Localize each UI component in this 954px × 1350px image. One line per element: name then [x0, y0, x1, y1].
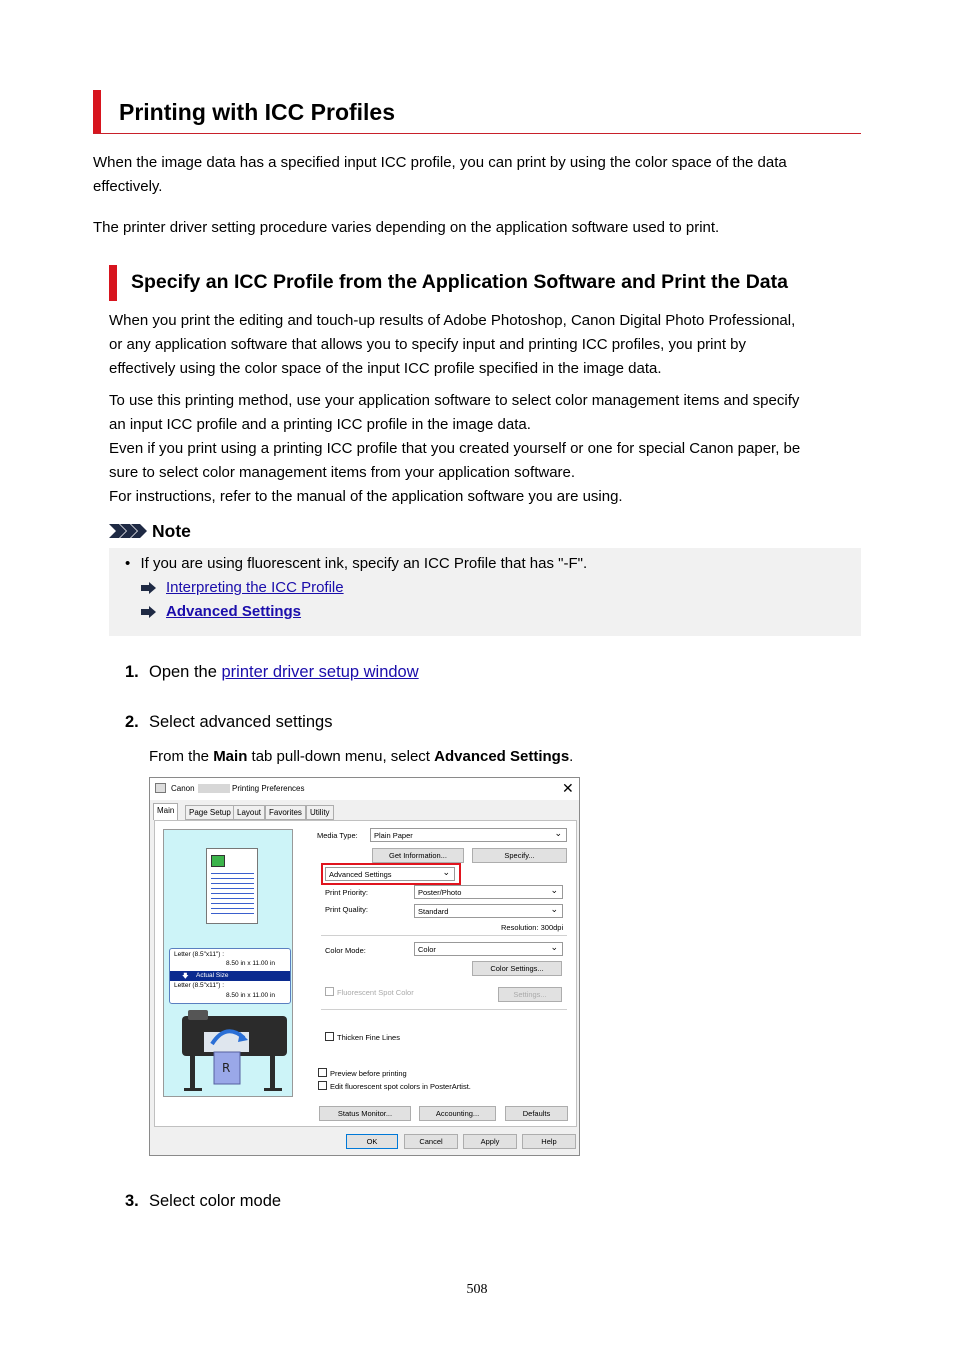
edit-fluorescent-label: Edit fluorescent spot colors in PosterArtist. — [330, 1082, 471, 1091]
divider — [321, 1009, 567, 1010]
intro-line: effectively. — [93, 178, 163, 195]
step-text: Select advanced settings — [149, 713, 333, 731]
print-quality-select[interactable]: Standard ⌄ — [414, 904, 563, 918]
step-label: Open the — [149, 663, 222, 681]
down-arrow-icon: 🡇 — [182, 973, 189, 980]
preview-before-printing-checkbox[interactable] — [318, 1068, 327, 1077]
text-line: an input ICC profile and a printing ICC profile in the image data. — [109, 416, 531, 433]
dialog-titlebar — [150, 778, 579, 800]
thicken-fine-lines-checkbox[interactable] — [325, 1032, 334, 1041]
preview-line — [211, 878, 254, 879]
print-priority-select[interactable]: Poster/Photo ⌄ — [414, 885, 563, 899]
arrow-right-icon — [141, 606, 157, 618]
preview-line — [211, 883, 254, 884]
specify-button[interactable]: Specify... — [472, 848, 567, 863]
step-2-description — [149, 745, 573, 769]
fluorescent-spot-color-checkbox[interactable] — [325, 987, 334, 996]
media-type-select[interactable]: Plain Paper ⌄ — [370, 828, 567, 842]
help-button[interactable]: Help — [522, 1134, 576, 1149]
section-paragraph-2 — [109, 389, 800, 509]
color-mode-select[interactable]: Color ⌄ — [414, 942, 563, 956]
note-box — [109, 548, 861, 636]
dialog-brand: Canon — [171, 784, 195, 793]
desc-text: . — [569, 748, 574, 765]
fluorescent-settings-button[interactable]: Settings... — [498, 987, 562, 1002]
text-line: Even if you print using a printing ICC profile that you created yourself or one for special Canon paper, be — [109, 440, 801, 457]
tab-page-setup[interactable]: Page Setup — [185, 805, 235, 820]
intro-paragraph-2: The printer driver setting procedure varies depending on the application software used to print. — [93, 219, 720, 236]
printing-preferences-dialog — [149, 777, 580, 1156]
desc-bold: Main — [213, 748, 248, 765]
tab-utility[interactable]: Utility — [306, 805, 334, 820]
status-monitor-button[interactable]: Status Monitor... — [319, 1106, 411, 1121]
get-information-button[interactable]: Get Information... — [372, 848, 464, 863]
large-format-printer-icon — [174, 1008, 292, 1096]
page-title: Printing with ICC Profiles — [119, 99, 396, 125]
heading-accent-bar — [109, 265, 117, 301]
highlight-box — [321, 863, 461, 885]
info-text: Letter (8.5"x11") : — [174, 951, 225, 958]
text-line: sure to select color management items from your application software. — [109, 464, 576, 481]
defaults-button[interactable]: Defaults — [505, 1106, 568, 1121]
ok-button[interactable]: OK — [346, 1134, 398, 1149]
preview-line — [211, 898, 254, 899]
page-number: 508 — [466, 1282, 488, 1297]
info-text: 8.50 in x 11.00 in — [226, 960, 276, 967]
page-heading — [93, 90, 861, 134]
close-icon[interactable]: ✕ — [562, 780, 574, 796]
settings-mode-select[interactable]: Advanced Settings ⌄ — [325, 867, 455, 881]
step-text — [149, 660, 419, 684]
advanced-settings-link[interactable]: Advanced Settings — [166, 603, 302, 620]
svg-text:R: R — [222, 1061, 231, 1075]
preview-line — [211, 913, 254, 914]
printer-icon — [155, 783, 166, 793]
preview-line — [211, 893, 254, 894]
tab-layout[interactable]: Layout — [233, 805, 265, 820]
paper-size-info — [169, 948, 291, 1004]
step-number: 2. — [125, 713, 139, 731]
text-line: or any application software that allows you to specify input and printing ICC profiles, you print by — [109, 336, 747, 353]
main-tab-panel — [154, 820, 577, 1127]
arrow-right-icon — [141, 582, 157, 594]
info-text: Actual Size — [196, 972, 229, 979]
color-mode-label: Color Mode: — [325, 946, 366, 955]
tab-favorites[interactable]: Favorites — [265, 805, 306, 820]
resolution-text: Resolution: 300dpi — [501, 923, 564, 932]
fluorescent-spot-color-label: Fluorescent Spot Color — [337, 988, 414, 997]
preview-line — [211, 888, 254, 889]
intro-line: When the image data has a specified input ICC profile, you can print by using the color space of the data — [93, 154, 787, 171]
note-item-text: If you are using fluorescent ink, specify an ICC Profile that has "-F". — [140, 555, 588, 572]
info-text: Letter (8.5"x11") : — [174, 982, 225, 989]
cancel-button[interactable]: Cancel — [404, 1134, 458, 1149]
preview-image-icon — [211, 855, 225, 867]
text-line: For instructions, refer to the manual of the application software you are using. — [109, 488, 623, 505]
accounting-button[interactable]: Accounting... — [419, 1106, 496, 1121]
apply-button[interactable]: Apply — [463, 1134, 517, 1149]
section-paragraph-1 — [109, 309, 795, 381]
redacted-model-name — [198, 784, 230, 793]
step-text: Select color mode — [149, 1192, 282, 1210]
step-number: 1. — [125, 663, 139, 681]
edit-fluorescent-checkbox[interactable] — [318, 1081, 327, 1090]
note-chevrons-icon — [109, 523, 149, 539]
printer-driver-setup-window-link[interactable]: printer driver setup window — [221, 663, 419, 681]
thicken-fine-lines-label: Thicken Fine Lines — [337, 1033, 400, 1042]
desc-text: From the — [149, 748, 214, 765]
print-quality-label: Print Quality: — [325, 905, 368, 914]
text-line: To use this printing method, use your application software to select color management items and specify — [109, 392, 800, 409]
preview-line — [211, 873, 254, 874]
print-priority-label: Print Priority: — [325, 888, 368, 897]
media-type-label: Media Type: — [317, 831, 358, 840]
interpreting-icc-profile-link[interactable]: Interpreting the ICC Profile — [166, 579, 344, 596]
text-line: When you print the editing and touch-up results of Adobe Photoshop, Canon Digital Photo Professional, — [109, 312, 796, 329]
preview-line — [211, 903, 254, 904]
info-text: 8.50 in x 11.00 in — [226, 992, 276, 999]
section-title: Specify an ICC Profile from the Application Software and Print the Data — [131, 271, 788, 293]
preview-before-printing-label: Preview before printing — [330, 1069, 407, 1078]
note-item — [125, 552, 587, 576]
desc-bold: Advanced Settings — [434, 748, 570, 765]
note-title: Note — [152, 521, 191, 541]
desc-text: tab pull-down menu, select — [247, 748, 435, 765]
section-heading — [109, 265, 861, 301]
paper-preview — [206, 848, 258, 924]
dialog-title: Printing Preferences — [232, 784, 305, 793]
bullet: • — [125, 555, 131, 572]
heading-accent-bar — [93, 90, 101, 133]
step-number: 3. — [125, 1192, 139, 1210]
color-settings-button[interactable]: Color Settings... — [472, 961, 562, 976]
print-preview — [163, 829, 293, 1097]
preview-line — [211, 908, 254, 909]
actual-size-row — [170, 971, 290, 981]
divider — [321, 935, 567, 936]
text-line: effectively using the color space of the input ICC profile specified in the image data. — [109, 360, 662, 377]
tab-main[interactable]: Main — [153, 803, 178, 820]
intro-paragraph-1 — [93, 151, 787, 199]
